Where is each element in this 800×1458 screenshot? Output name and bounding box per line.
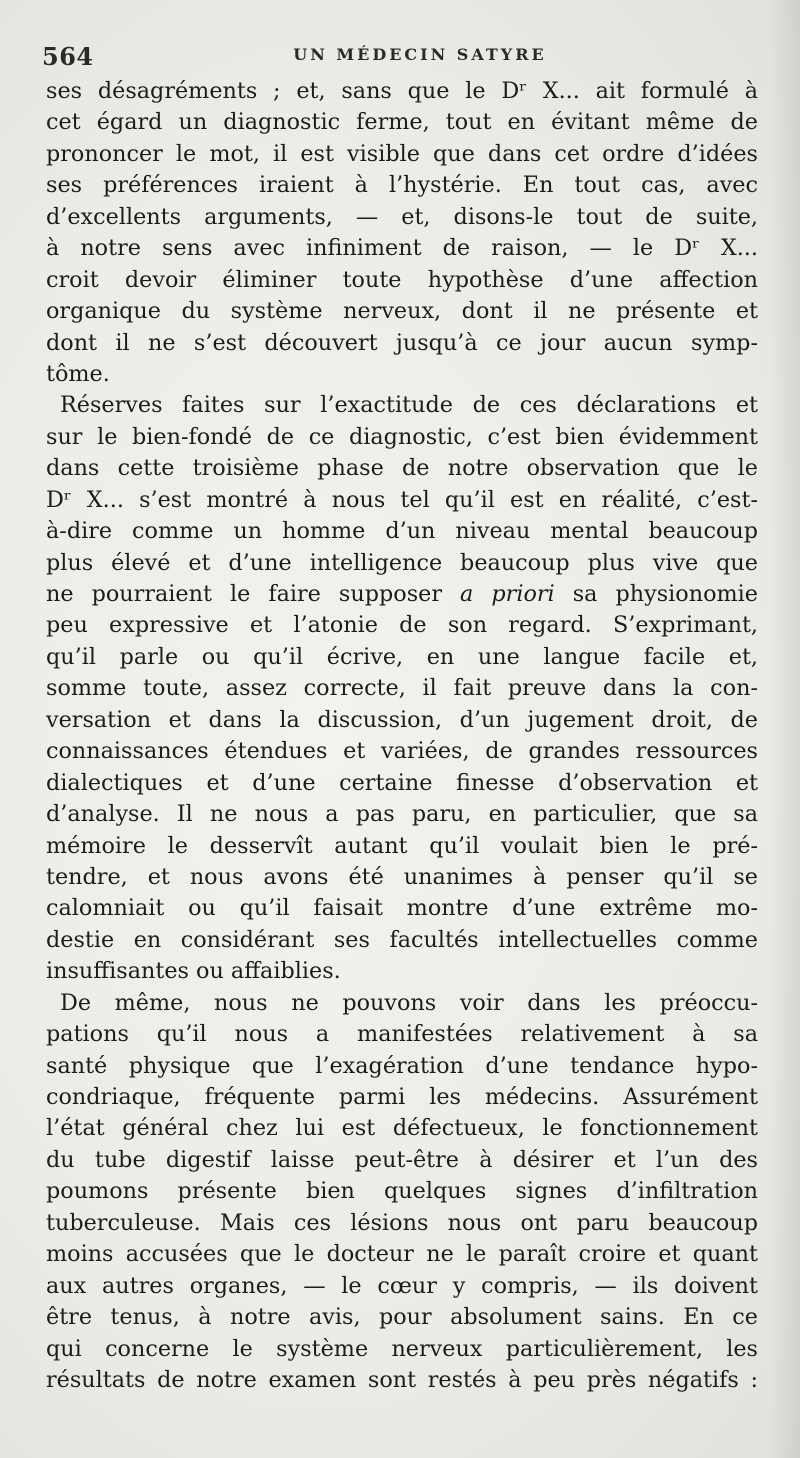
text-line: plus élevé et d’une intelligence beaucoup plus vive que <box>46 549 758 576</box>
text-line: sur le bien-fondé de ce diagnostic, c’est bien évidemment <box>46 423 758 450</box>
text-line: à notre sens avec infiniment de raison, — le Dʳ X... <box>46 235 758 262</box>
text-line: somme toute, assez correcte, il fait preuve dans la con- <box>46 675 758 702</box>
text-line: ses désagréments ; et, sans que le Dʳ X... ait formulé à <box>46 78 758 104</box>
text-line: dont il ne s’est découvert jusqu’à ce jour aucun symp- <box>46 329 758 356</box>
text-line: d’excellents arguments, — et, disons-le tout de suite, <box>46 203 758 230</box>
text-line: être tenus, à notre avis, pour absolument sains. En ce <box>46 1304 758 1331</box>
text-line: prononcer le mot, il est visible que dans cet ordre d’idées <box>46 140 758 167</box>
text-line: qui concerne le système nerveux particulièrement, les <box>46 1335 758 1362</box>
text-line: Dʳ X... s’est montré à nous tel qu’il est en réalité, c’est- <box>46 486 758 513</box>
body-text <box>46 76 758 1396</box>
text-line: connaissances étendues et variées, de grandes ressources <box>46 738 758 765</box>
page-edge-shadow <box>770 0 800 1458</box>
text-line: l’état général chez lui est défectueux, le fonctionnement <box>46 1115 758 1142</box>
text-line: résultats de notre examen sont restés à peu près négatifs : <box>46 1366 758 1393</box>
text-line: dialectiques et d’une certaine finesse d’observation et <box>46 769 758 796</box>
page-header <box>42 28 758 71</box>
text-line: calomniait ou qu’il faisait montre d’une extrême mo- <box>46 895 758 922</box>
text-line: pations qu’il nous a manifestées relativement à sa <box>46 1021 758 1048</box>
text-line: aux autres organes, — le cœur y compris, — ils doivent <box>46 1272 758 1299</box>
text-line: organique du système nerveux, dont il ne présente et <box>46 298 758 325</box>
text-line: versation et dans la discussion, d’un jugement droit, de <box>46 706 758 733</box>
text-line: tendre, et nous avons été unanimes à penser qu’il se <box>46 863 758 890</box>
text-line: d’analyse. Il ne nous a pas paru, en particulier, que sa <box>46 801 758 828</box>
text-line: condriaque, fréquente parmi les médecins. Assurément <box>46 1084 758 1110</box>
page-number: 564 <box>42 42 94 71</box>
text-line: qu’il parle ou qu’il écrive, en une langue facile et, <box>46 643 758 670</box>
text-line: à-dire comme un homme d’un niveau mental beaucoup <box>46 518 758 545</box>
text-line: du tube digestif laisse peut-être à désirer et l’un des <box>46 1146 758 1173</box>
italic-phrase: a priori <box>460 581 555 607</box>
text-line: De même, nous ne pouvons voir dans les préoccu- <box>60 989 758 1016</box>
text-line: dans cette troisième phase de notre observation que le <box>46 455 758 482</box>
text-line: croit devoir éliminer toute hypothèse d’une affection <box>46 266 758 293</box>
text-line: moins accusées que le docteur ne le paraît croire et quant <box>46 1241 758 1268</box>
text-line: tuberculeuse. Mais ces lésions nous ont paru beaucoup <box>46 1209 758 1236</box>
text-line: santé physique que l’exagération d’une tendance hypo- <box>46 1052 758 1079</box>
text-line: mémoire le desservît autant qu’il voulait bien le pré- <box>46 832 758 859</box>
text-line: peu expressive et l’atonie de son regard. S’exprimant, <box>46 612 758 639</box>
text-line: insuffisantes ou affaiblies. <box>46 958 341 985</box>
text-line: cet égard un diagnostic ferme, tout en évitant même de <box>46 109 758 136</box>
text-line: destie en considérant ses facultés intellectuelles comme <box>46 926 758 953</box>
text-line: ne pourraient le faire supposer a priori sa physionomie <box>46 581 758 607</box>
text-line: ses préférences iraient à l’hystérie. En tout cas, avec <box>46 172 758 199</box>
running-head: UN MÉDECIN SATYRE <box>293 45 547 64</box>
text-line: tôme. <box>46 360 110 387</box>
text-line: poumons présente bien quelques signes d’infiltration <box>46 1178 758 1205</box>
text-line: Réserves faites sur l’exactitude de ces déclarations et <box>60 392 758 419</box>
